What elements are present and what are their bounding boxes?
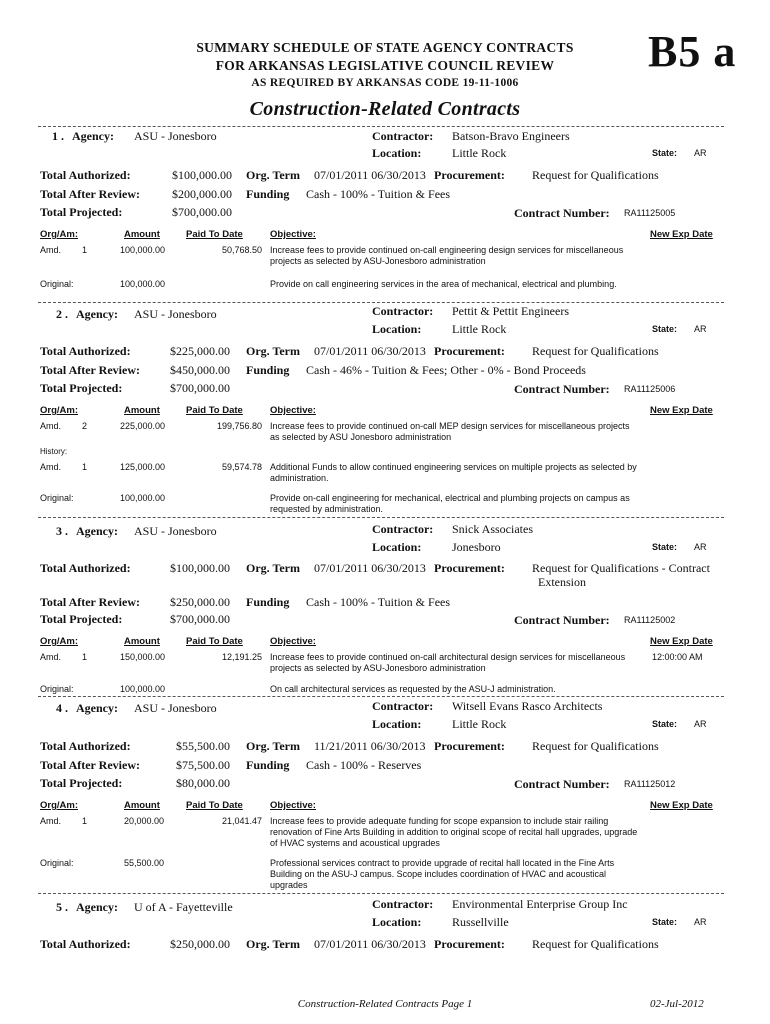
location-label: Location: <box>372 915 422 929</box>
row-amount: 125,000.00 <box>120 462 166 472</box>
row-type: Amd. <box>40 462 62 472</box>
row-objective: Increase fees to provide adequate funding for scope expansion to include stair railing renovation of Fine Arts Building in addition to original scope of recital hall upgrades, upgrade of HVAC systems and acoustical upgrades <box>270 816 638 848</box>
contract-number-value: RA11125012 <box>624 779 676 789</box>
row-num: 1 <box>82 816 88 826</box>
divider <box>38 126 724 127</box>
procurement-label: Procurement: <box>434 561 505 575</box>
org-term-value: 07/01/2011 06/30/2013 <box>314 344 426 358</box>
total-projected-label: Total Projected: <box>40 381 123 395</box>
location-value: Little Rock <box>452 146 507 160</box>
total-authorized-label: Total Authorized: <box>40 937 131 951</box>
col-orgamn: Org/Am: <box>40 405 78 416</box>
agency-value: U of A - Fayetteville <box>134 900 233 914</box>
total-projected-value: $700,000.00 <box>172 205 232 219</box>
contractor-value: Pettit & Pettit Engineers <box>452 304 569 318</box>
total-projected-value: $700,000.00 <box>170 612 230 626</box>
contract-number: 2 . <box>56 307 68 321</box>
funding-label: Funding <box>246 595 290 609</box>
state-value: AR <box>694 542 707 552</box>
total-authorized-value: $225,000.00 <box>170 344 230 358</box>
divider <box>38 696 724 697</box>
total-after-review-value: $200,000.00 <box>172 187 232 201</box>
state-value: AR <box>694 917 707 927</box>
state-label: State: <box>652 917 678 927</box>
contract-number: 3 . <box>56 524 68 538</box>
footer-date: 02-Jul-2012 <box>650 998 704 1010</box>
history-label: History: <box>40 447 68 456</box>
col-orgamn: Org/Am: <box>40 229 78 240</box>
total-projected-value: $80,000.00 <box>176 776 230 790</box>
row-type: Amd. <box>40 421 62 431</box>
agency-value: ASU - Jonesboro <box>134 701 217 715</box>
row-objective: Provide on-call engineering for mechanical, electrical and plumbing projects on campus as requested by administration. <box>270 493 630 514</box>
row-amount: 20,000.00 <box>124 816 165 826</box>
row-type: Original: <box>40 684 74 694</box>
funding-value: Cash - 46% - Tuition & Fees; Other - 0% - Bond Proceeds <box>306 363 586 377</box>
org-term-value: 07/01/2011 06/30/2013 <box>314 937 426 951</box>
row-paid: 21,041.47 <box>221 816 262 826</box>
row-type: Amd. <box>40 245 62 255</box>
procurement-label: Procurement: <box>434 937 505 951</box>
row-amount: 55,500.00 <box>124 858 165 868</box>
funding-value: Cash - 100% - Tuition & Fees <box>306 595 451 609</box>
contract-number-label: Contract Number: <box>514 777 610 791</box>
procurement-value: Request for Qualifications - Contract <box>532 561 710 575</box>
contractor-label: Contractor: <box>372 699 434 713</box>
contractor-label: Contractor: <box>372 522 434 536</box>
col-amount: Amount <box>124 800 160 811</box>
funding-value: Cash - 100% - Reserves <box>306 758 422 772</box>
contract-number-label: Contract Number: <box>514 382 610 396</box>
col-amount: Amount <box>124 229 160 240</box>
total-authorized-value: $55,500.00 <box>176 739 230 753</box>
org-term-value: 07/01/2011 06/30/2013 <box>314 168 426 182</box>
col-objective: Objective: <box>270 800 316 811</box>
col-newexp: New Exp Date <box>650 800 713 811</box>
contract-number-label: Contract Number: <box>514 613 610 627</box>
total-after-review-value: $75,500.00 <box>176 758 230 772</box>
row-amount: 100,000.00 <box>120 493 166 503</box>
header-line-2: FOR ARKANSAS LEGISLATIVE COUNCIL REVIEW <box>215 58 555 73</box>
col-paid: Paid To Date <box>186 229 243 240</box>
agency-label: Agency: <box>76 307 118 321</box>
row-objective: Additional Funds to allow continued engineering services on multiple projects as selected by administration. <box>270 462 637 483</box>
divider <box>38 302 724 303</box>
total-after-review-label: Total After Review: <box>40 595 140 609</box>
row-amount: 100,000.00 <box>120 279 166 289</box>
row-amount: 225,000.00 <box>120 421 166 431</box>
row-amount: 100,000.00 <box>120 684 166 694</box>
org-term-label: Org. Term <box>246 739 300 753</box>
col-orgamn: Org/Am: <box>40 800 78 811</box>
funding-label: Funding <box>246 363 290 377</box>
row-paid: 50,768.50 <box>221 245 262 255</box>
procurement-label: Procurement: <box>434 168 505 182</box>
procurement-label: Procurement: <box>434 739 505 753</box>
org-term-label: Org. Term <box>246 168 300 182</box>
funding-label: Funding <box>246 187 290 201</box>
total-authorized-label: Total Authorized: <box>40 344 131 358</box>
procurement-value: Request for Qualifications <box>532 937 659 951</box>
row-objective: On call architectural services as requested by the ASU-J administration. <box>270 684 556 694</box>
location-label: Location: <box>372 322 422 336</box>
location-label: Location: <box>372 146 422 160</box>
procurement-value: Request for Qualifications <box>532 168 659 182</box>
location-value: Russellville <box>452 915 509 929</box>
total-authorized-value: $250,000.00 <box>170 937 230 951</box>
total-projected-label: Total Projected: <box>40 776 123 790</box>
row-objective: Increase fees to provide continued on-call architectural design services for miscellaneous projects as selected by ASU-Jonesboro administration <box>270 652 626 673</box>
page-title: Construction-Related Contracts <box>249 98 521 120</box>
total-after-review-label: Total After Review: <box>40 187 140 201</box>
location-label: Location: <box>372 540 422 554</box>
total-authorized-label: Total Authorized: <box>40 168 131 182</box>
funding-label: Funding <box>246 758 290 772</box>
location-value: Little Rock <box>452 717 507 731</box>
org-term-value: 11/21/2011 06/30/2013 <box>314 739 426 753</box>
divider <box>38 517 724 518</box>
total-authorized-label: Total Authorized: <box>40 739 131 753</box>
location-value: Jonesboro <box>452 540 501 554</box>
contractor-value: Batson-Bravo Engineers <box>452 129 570 143</box>
procurement-value: Request for Qualifications <box>532 344 659 358</box>
funding-value: Cash - 100% - Tuition & Fees <box>306 187 451 201</box>
contract-number: 1 . <box>52 129 64 143</box>
col-objective: Objective: <box>270 636 316 647</box>
row-objective: Increase fees to provide continued on-call engineering design services for miscellaneous projects as selected by ASU-Jonesboro administration <box>270 245 624 266</box>
total-projected-label: Total Projected: <box>40 205 123 219</box>
org-term-label: Org. Term <box>246 344 300 358</box>
total-authorized-value: $100,000.00 <box>170 561 230 575</box>
col-newexp: New Exp Date <box>650 636 713 647</box>
state-value: AR <box>694 324 707 334</box>
row-paid: 12,191.25 <box>221 652 262 662</box>
procurement-value: Request for Qualifications <box>532 739 659 753</box>
row-num: 1 <box>82 462 88 472</box>
row-type: Amd. <box>40 816 62 826</box>
row-amount: 100,000.00 <box>120 245 166 255</box>
agency-value: ASU - Jonesboro <box>134 307 217 321</box>
agency-label: Agency: <box>76 701 118 715</box>
col-paid: Paid To Date <box>186 405 243 416</box>
col-newexp: New Exp Date <box>650 229 713 240</box>
contract-number-value: RA11125005 <box>624 208 676 218</box>
state-value: AR <box>694 719 707 729</box>
location-label: Location: <box>372 717 422 731</box>
row-newexp: 12:00:00 AM <box>652 652 703 662</box>
total-after-review-value: $450,000.00 <box>170 363 230 377</box>
agency-value: ASU - Jonesboro <box>134 524 217 538</box>
row-paid: 199,756.80 <box>216 421 262 431</box>
org-term-value: 07/01/2011 06/30/2013 <box>314 561 426 575</box>
total-after-review-value: $250,000.00 <box>170 595 230 609</box>
contractor-label: Contractor: <box>372 897 434 911</box>
total-authorized-value: $100,000.00 <box>172 168 232 182</box>
row-num: 2 <box>82 421 88 431</box>
row-type: Original: <box>40 279 74 289</box>
divider <box>38 893 724 894</box>
row-num: 1 <box>82 245 88 255</box>
contract-number-label: Contract Number: <box>514 206 610 220</box>
contract-number-value: RA11125002 <box>624 615 676 625</box>
agency-label: Agency: <box>76 900 118 914</box>
col-amount: Amount <box>124 636 160 647</box>
total-projected-label: Total Projected: <box>40 612 123 626</box>
col-objective: Objective: <box>270 229 316 240</box>
procurement-value-2: Extension <box>538 575 586 589</box>
col-objective: Objective: <box>270 405 316 416</box>
contractor-label: Contractor: <box>372 304 434 318</box>
footer-page: Construction-Related Contracts Page 1 <box>297 998 473 1010</box>
row-type: Amd. <box>40 652 62 662</box>
row-objective: Professional services contract to provide upgrade of recital hall located in the Fine Arts Building on the ASU-J campus. Scope includes coordination of HVAC and acoustical upgrades <box>270 858 615 890</box>
header-line-3: AS REQUIRED BY ARKANSAS CODE 19-11-1006 <box>251 77 519 89</box>
procurement-label: Procurement: <box>434 344 505 358</box>
contract-number: 4 . <box>56 701 68 715</box>
state-value: AR <box>694 148 707 158</box>
schedule-badge: B5 a <box>648 27 737 76</box>
org-term-label: Org. Term <box>246 937 300 951</box>
row-objective: Provide on call engineering services in the area of mechanical, electrical and plumbing. <box>270 279 617 289</box>
col-paid: Paid To Date <box>186 636 243 647</box>
location-value: Little Rock <box>452 322 507 336</box>
total-after-review-label: Total After Review: <box>40 363 140 377</box>
contractor-value: Environmental Enterprise Group Inc <box>452 897 628 911</box>
state-label: State: <box>652 324 678 334</box>
org-term-label: Org. Term <box>246 561 300 575</box>
row-num: 1 <box>82 652 88 662</box>
total-projected-value: $700,000.00 <box>170 381 230 395</box>
contract-number: 5 . <box>56 900 68 914</box>
total-authorized-label: Total Authorized: <box>40 561 131 575</box>
contractor-label: Contractor: <box>372 129 434 143</box>
col-amount: Amount <box>124 405 160 416</box>
row-type: Original: <box>40 858 74 868</box>
row-objective: Increase fees to provide continued on-call MEP design services for miscellaneous projects as selected by ASU Jonesboro administration <box>270 421 630 442</box>
contract-number-value: RA11125006 <box>624 384 676 394</box>
agency-value: ASU - Jonesboro <box>134 129 217 143</box>
state-label: State: <box>652 148 678 158</box>
row-paid: 59,574.78 <box>221 462 262 472</box>
contractor-value: Witsell Evans Rasco Architects <box>452 699 603 713</box>
row-type: Original: <box>40 493 74 503</box>
col-paid: Paid To Date <box>186 800 243 811</box>
state-label: State: <box>652 719 678 729</box>
col-orgamn: Org/Am: <box>40 636 78 647</box>
header-line-1: SUMMARY SCHEDULE OF STATE AGENCY CONTRACTS <box>196 40 574 55</box>
contractor-value: Snick Associates <box>452 522 533 536</box>
state-label: State: <box>652 542 678 552</box>
col-newexp: New Exp Date <box>650 405 713 416</box>
agency-label: Agency: <box>76 524 118 538</box>
agency-label: Agency: <box>72 129 114 143</box>
total-after-review-label: Total After Review: <box>40 758 140 772</box>
row-amount: 150,000.00 <box>120 652 166 662</box>
